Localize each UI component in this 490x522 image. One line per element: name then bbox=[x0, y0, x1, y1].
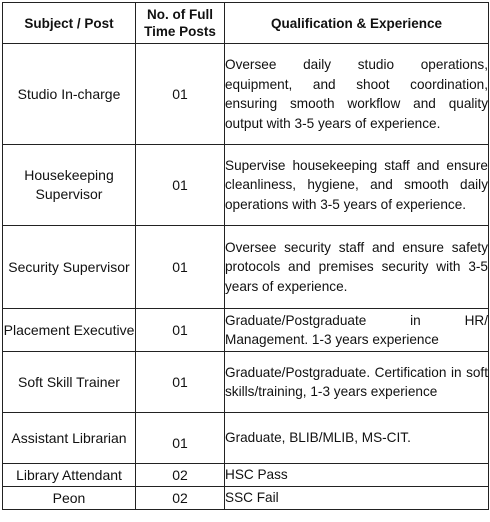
header-row bbox=[3, 3, 489, 44]
row-subject: Studio In-charge bbox=[3, 44, 136, 145]
row-posts: 01 bbox=[136, 309, 225, 352]
row-subject: Library Attendant bbox=[3, 464, 136, 487]
table-row bbox=[3, 487, 489, 510]
table-row bbox=[3, 44, 489, 145]
row-subject: Soft Skill Trainer bbox=[3, 352, 136, 413]
row-subject: Assistant Librarian bbox=[3, 413, 136, 464]
row-qualification: HSC Pass bbox=[225, 464, 489, 487]
row-qualification: Graduate, BLIB/MLIB, MS-CIT. bbox=[225, 413, 489, 464]
row-subject: Security Supervisor bbox=[3, 226, 136, 309]
row-qualification: Graduate/Postgraduate. Certification in soft skills/training, 1-3 years experience bbox=[225, 352, 489, 413]
row-qualification: SSC Fail bbox=[225, 487, 489, 510]
row-posts: 01 bbox=[136, 226, 225, 309]
row-qualification: Oversee security staff and ensure safety protocols and premises security with 3-5 years of experience. bbox=[225, 226, 489, 309]
header-qualification: Qualification & Experience bbox=[225, 3, 489, 44]
table-row bbox=[3, 226, 489, 309]
row-subject: Peon bbox=[3, 487, 136, 510]
row-posts: 01 bbox=[136, 352, 225, 413]
header-subject: Subject / Post bbox=[3, 3, 136, 44]
row-qualification: Supervise housekeeping staff and ensure cleanliness, hygiene, and smooth daily operations with 3-5 years of experience. bbox=[225, 145, 489, 226]
table-row bbox=[3, 352, 489, 413]
row-subject: Placement Executive bbox=[3, 309, 136, 352]
row-posts: 01 bbox=[136, 44, 225, 145]
row-subject: Housekeeping Supervisor bbox=[3, 145, 136, 226]
row-posts: 01 bbox=[136, 413, 225, 464]
header-posts: No. of Full Time Posts bbox=[136, 3, 225, 44]
table-row bbox=[3, 464, 489, 487]
row-posts: 01 bbox=[136, 145, 225, 226]
table-row bbox=[3, 145, 489, 226]
row-posts: 02 bbox=[136, 487, 225, 510]
row-qualification: Graduate/Postgraduate in HR/ Management. 1-3 years experience bbox=[225, 309, 489, 352]
row-qualification: Oversee daily studio operations, equipment, and shoot coordination, ensuring smooth workflow and quality output with 3-5 years of experience. bbox=[225, 44, 489, 145]
table-row bbox=[3, 413, 489, 464]
posts-table bbox=[2, 2, 489, 510]
row-posts: 02 bbox=[136, 464, 225, 487]
table-row bbox=[3, 309, 489, 352]
